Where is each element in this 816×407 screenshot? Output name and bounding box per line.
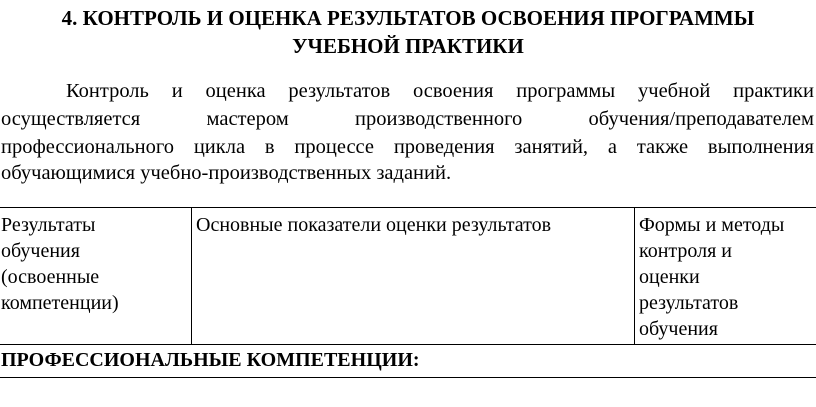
header-results-line: (освоенные	[1, 266, 100, 288]
header-methods-line: контроля и	[639, 240, 733, 262]
paragraph-line-4: обучающимися учебно-производственных заданий.	[1, 162, 452, 184]
header-methods-line: Формы и методы	[639, 214, 785, 236]
heading-line-1: 4. КОНТРОЛЬ И ОЦЕНКА РЕЗУЛЬТАТОВ ОСВОЕНИЯ ПРОГРАММЫ	[61, 6, 755, 30]
header-methods-line: результатов	[639, 292, 739, 314]
table-header-row	[0, 208, 816, 345]
header-results-line: обучения	[1, 240, 80, 262]
paragraph-line-1: Контроль и оценка результатов освоения программы учебной практики	[66, 80, 814, 102]
header-results-line: Результаты	[1, 214, 96, 236]
paragraph-line-2: осуществляется мастером производственного обучения/преподавателем	[1, 108, 814, 130]
header-results-line: компетенции)	[1, 292, 119, 314]
heading-line-2: УЧЕБНОЙ ПРАКТИКИ	[292, 34, 524, 58]
paragraph-line-3: профессионального цикла в процессе проведения занятий, а также выполнения	[1, 136, 814, 158]
table-section-row	[0, 345, 816, 378]
header-methods-line: обучения	[639, 318, 718, 340]
header-cell-methods	[635, 208, 816, 345]
header-indicators-line: Основные показатели оценки результатов	[196, 214, 552, 236]
header-methods-line: оценки	[639, 266, 700, 288]
results-table	[0, 207, 816, 378]
header-cell-indicators	[192, 208, 635, 345]
header-cell-results	[0, 208, 192, 345]
section-title-cell: ПРОФЕССИОНАЛЬНЫЕ КОМПЕТЕНЦИИ:	[0, 345, 816, 378]
